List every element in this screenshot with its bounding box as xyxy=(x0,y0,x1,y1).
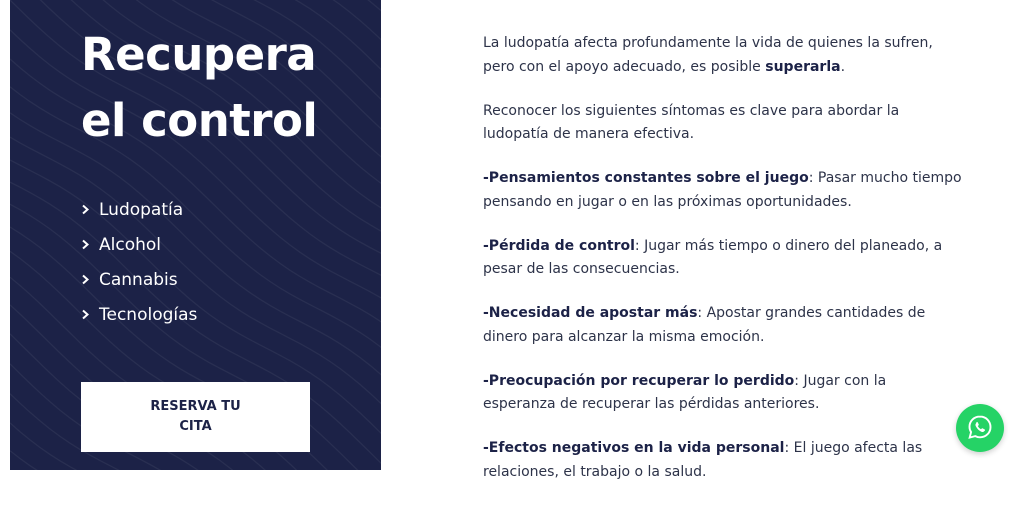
symptom-title: -Preocupación por recuperar lo perdido xyxy=(483,372,795,389)
symptom-title: -Pérdida de control xyxy=(483,237,635,254)
sidebar-item-tecnologias[interactable] xyxy=(81,297,197,332)
title-line-2: el control xyxy=(81,94,318,147)
sidebar-item-ludopatia[interactable] xyxy=(81,192,197,227)
symptom-paragraph xyxy=(483,302,963,349)
lead-paragraph: Reconocer los siguientes síntomas es clave para abordar la ludopatía de manera efectiva. xyxy=(483,102,900,142)
chevron-right-icon xyxy=(81,309,99,320)
symptom-title: -Necesidad de apostar más xyxy=(483,305,698,321)
sidebar-item-label: Tecnologías xyxy=(99,304,198,325)
symptom-paragraph xyxy=(483,167,963,214)
symptom-text: : Pasar mucho tiempo pensando en jugar o en las próximas oportunidades. xyxy=(483,170,962,210)
sidebar-item-cannabis[interactable] xyxy=(81,262,197,297)
sidebar-item-label: Ludopatía xyxy=(99,199,184,220)
chevron-right-icon xyxy=(81,239,99,250)
intro-paragraph xyxy=(483,32,963,79)
chevron-right-icon xyxy=(81,204,99,215)
symptom-paragraph xyxy=(483,235,963,282)
whatsapp-icon xyxy=(966,413,994,444)
sidebar-nav xyxy=(81,192,197,332)
symptom-text: : Apostar grandes cantidades de dinero para alcanzar la misma emoción. xyxy=(483,305,926,345)
intro-end: . xyxy=(840,58,846,75)
page-title xyxy=(81,22,317,154)
symptom-title: -Pensamientos constantes sobre el juego xyxy=(483,170,809,186)
symptom-paragraph xyxy=(483,370,963,417)
intro-bold: superarla xyxy=(765,58,841,75)
reserve-appointment-button[interactable]: RESERVA TU CITA xyxy=(81,382,310,452)
main-content xyxy=(483,32,963,505)
symptom-text: : Jugar con la esperanza de recuperar las pérdidas anteriores. xyxy=(483,372,887,412)
wave-line xyxy=(10,451,381,470)
sidebar-item-alcohol[interactable] xyxy=(81,227,197,262)
symptom-paragraph xyxy=(483,437,963,484)
chevron-right-icon xyxy=(81,274,99,285)
intro-text: La ludopatía afecta profundamente la vida de quienes la sufren, pero con el apoyo adecuado, es posible xyxy=(483,35,933,75)
whatsapp-button[interactable] xyxy=(956,404,1004,452)
sidebar-item-label: Alcohol xyxy=(99,234,161,255)
title-line-1: Recupera xyxy=(81,28,317,81)
symptom-title: -Efectos negativos en la vida personal xyxy=(483,440,785,456)
wave-line xyxy=(10,0,381,19)
sidebar-item-label: Cannabis xyxy=(99,269,178,290)
symptom-text: : El juego afecta las relaciones, el trabajo o la salud. xyxy=(483,440,923,480)
sidebar-panel xyxy=(10,0,381,470)
symptom-text: : Jugar más tiempo o dinero del planeado, a pesar de las consecuencias. xyxy=(483,237,943,277)
